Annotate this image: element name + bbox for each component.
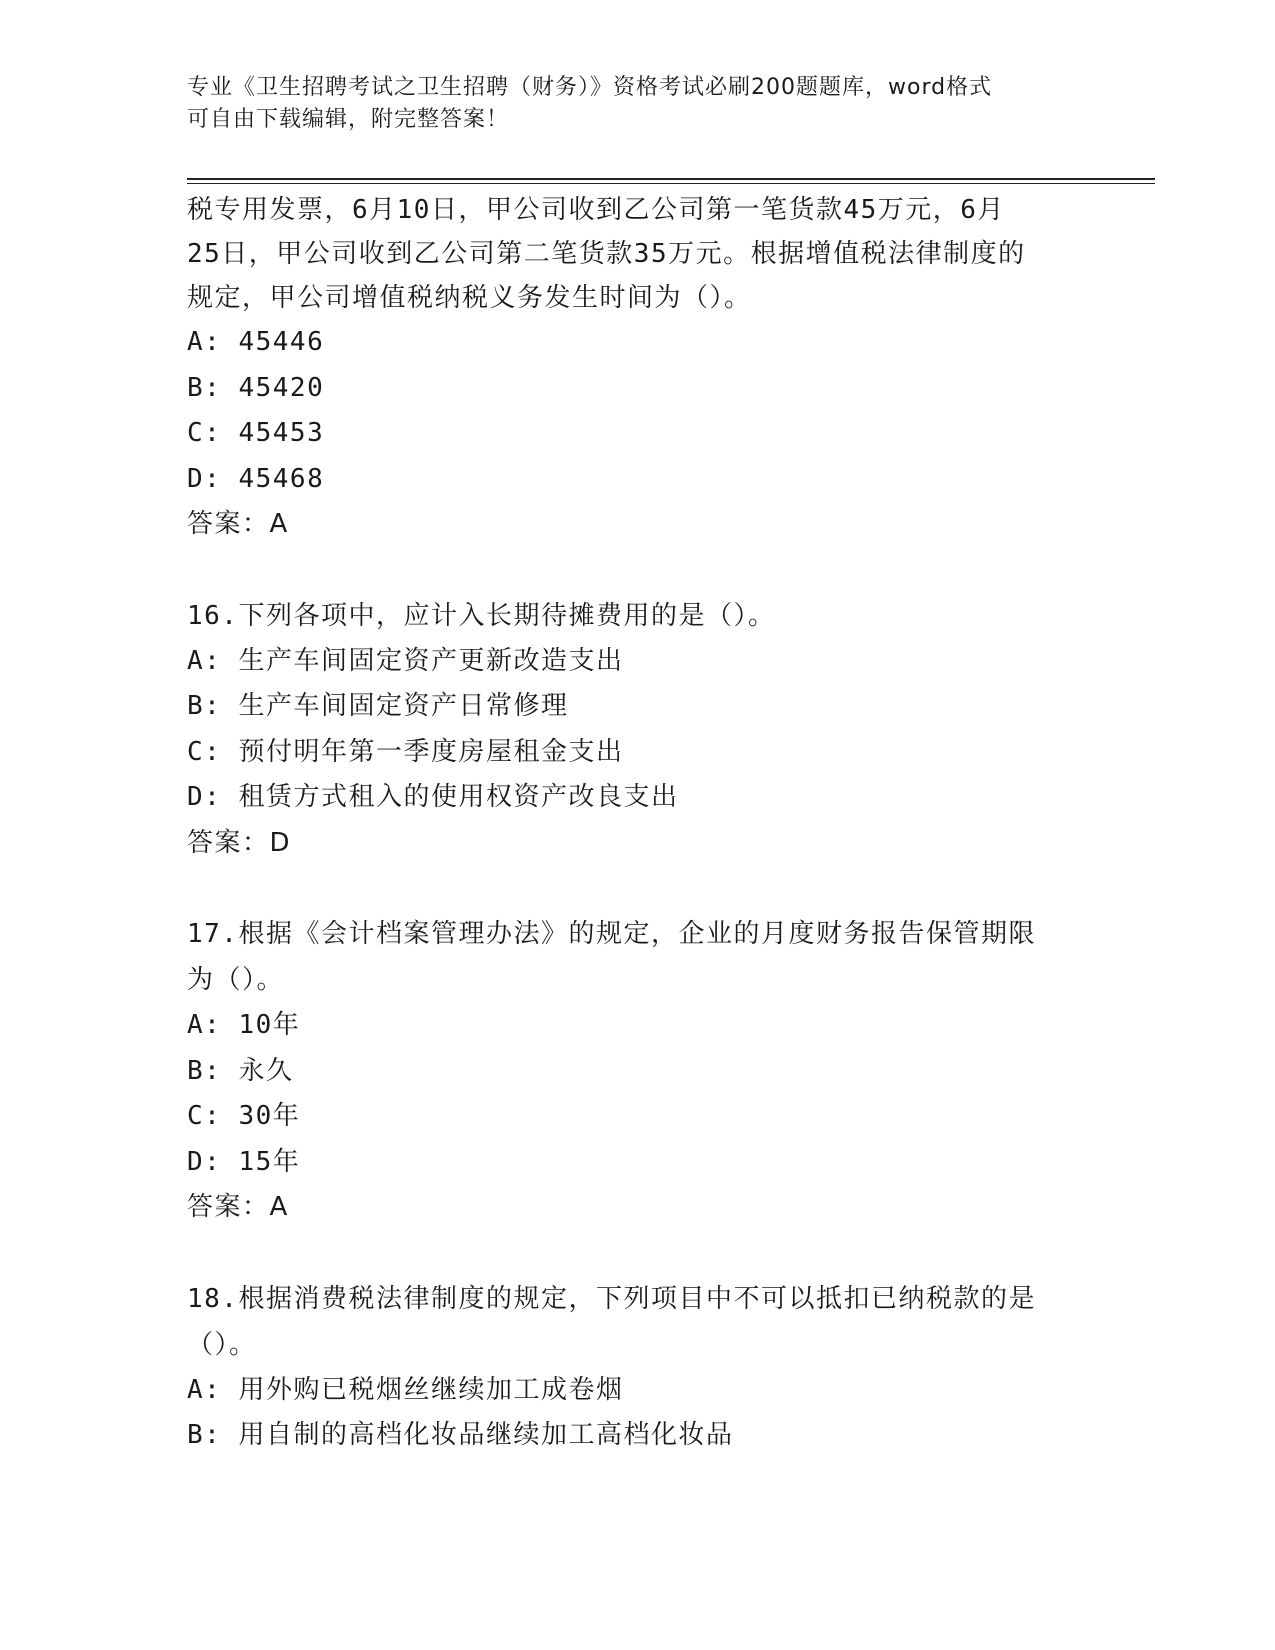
question-18 xyxy=(187,1276,1087,1459)
question-continuation xyxy=(187,188,1087,548)
option-b: B: 45420 xyxy=(187,372,325,403)
option-a: A: 10年 xyxy=(187,1010,301,1040)
option-d: D: 45468 xyxy=(187,463,325,494)
option-a: A: 生产车间固定资产更新改造支出 xyxy=(187,645,624,676)
option-a: A: 45446 xyxy=(187,327,325,357)
question-text-line: （）。 xyxy=(187,1329,257,1360)
answer: 答案：A xyxy=(187,1192,289,1222)
header-divider-thick xyxy=(187,178,1155,180)
document-header xyxy=(187,72,1087,136)
answer: 答案：D xyxy=(187,827,292,858)
question-text-line: 税专用发票，6月10日，甲公司收到乙公司第一笔货款45万元，6月 xyxy=(187,195,1005,225)
question-text-line: 25日，甲公司收到乙公司第二笔货款35万元。根据增值税法律制度的 xyxy=(187,239,1026,269)
header-divider-thin xyxy=(187,183,1155,184)
option-d: D: 15年 xyxy=(187,1146,301,1177)
option-a: A: 用外购已税烟丝继续加工成卷烟 xyxy=(187,1374,624,1405)
option-c: C: 45453 xyxy=(187,418,325,448)
header-line-1: 专业《卫生招聘考试之卫生招聘（财务）》资格考试必刷200题题库，word格式 xyxy=(187,75,993,100)
question-17 xyxy=(187,911,1087,1231)
option-b: B: 生产车间固定资产日常修理 xyxy=(187,691,569,721)
option-b: B: 用自制的高档化妆品继续加工高档化妆品 xyxy=(187,1420,734,1450)
question-text-line: 18.根据消费税法律制度的规定，下列项目中不可以抵扣已纳税款的是 xyxy=(187,1283,1036,1314)
option-c: C: 30年 xyxy=(187,1101,301,1131)
header-line-2: 可自由下载编辑，附完整答案！ xyxy=(187,107,510,132)
question-text-line: 17.根据《会计档案管理办法》的规定，企业的月度财务报告保管期限 xyxy=(187,919,1036,949)
question-16 xyxy=(187,593,1087,867)
option-d: D: 租赁方式租入的使用权资产改良支出 xyxy=(187,782,679,812)
option-b: B: 永久 xyxy=(187,1055,294,1086)
question-text-line: 为（）。 xyxy=(187,965,285,995)
question-text-line: 16.下列各项中，应计入长期待摊费用的是（）。 xyxy=(187,600,776,631)
answer: 答案：A xyxy=(187,509,289,539)
option-c: C: 预付明年第一季度房屋租金支出 xyxy=(187,736,624,767)
question-text-line: 规定，甲公司增值税纳税义务发生时间为（）。 xyxy=(187,283,752,313)
document-body xyxy=(187,188,1087,1459)
